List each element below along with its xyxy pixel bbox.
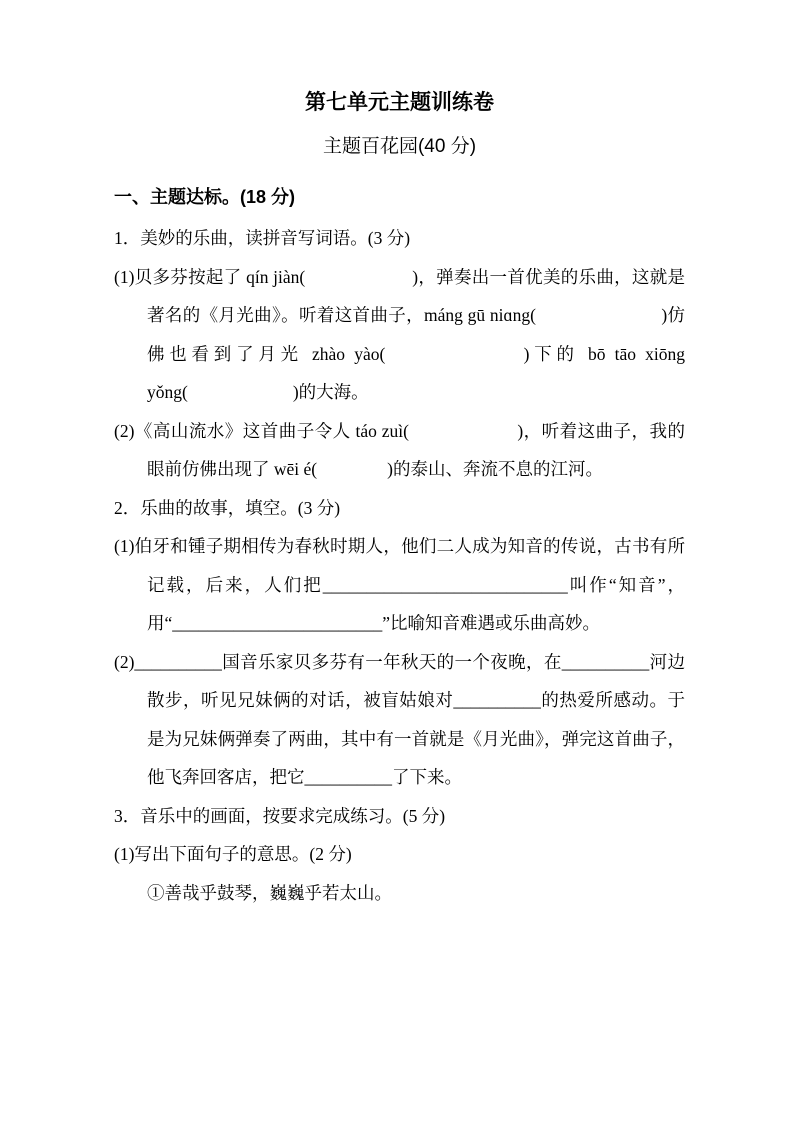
question-1-stem: 1．美妙的乐曲，读拼音写词语。(3 分)	[114, 228, 411, 249]
question-2-item-2: (2)__________国音乐家贝多芬有一年秋天的一个夜晚，在__________河边散步，听见兄妹俩的对话，被盲姑娘对__________的热爱所感动。于是为兄妹俩弹奏了两曲，其中有一首就是《月光曲》，弹完这首曲子，他飞奔回客店，把它__________了下来。	[114, 651, 685, 788]
question-2-item-1: (1)伯牙和锺子期相传为春秋时期人，他们二人成为知音的传说，古书有所记载，后来，人们把____________________________叫作“知音”，用“________________________”比喻知音难遇或乐曲高妙。	[114, 536, 685, 634]
question-1-item-1: (1)贝多芬按起了 qín jiàn( )，弹奏出一首优美的乐曲，这就是著名的《月光曲》。听着这首曲子，máng gū niɑng( )仿佛也看到了月光 zhào yào( )下的 bō tāo xiōng yǒng( )的大海。	[114, 266, 685, 403]
question-3-stem: 3．音乐中的画面，按要求完成练习。(5 分)	[114, 805, 446, 826]
paper-subtitle: 主题百花园(40 分)	[322, 136, 477, 158]
question-2-stem: 2．乐曲的故事，填空。(3 分)	[114, 497, 341, 518]
question-3-item-1: (1)写出下面句子的意思。(2 分)	[114, 844, 352, 865]
question-3-subitem-1: ①善哉乎鼓琴，巍巍乎若太山。	[147, 882, 392, 903]
section-1-heading: 一、主题达标。(18 分)	[114, 186, 296, 207]
question-1-item-2: (2)《高山流水》这首曲子令人 táo zuì( )，听着这曲子，我的眼前仿佛出现了 wēi é( )的泰山、奔流不息的江河。	[114, 420, 685, 480]
paper-title: 第七单元主题训练卷	[305, 91, 494, 114]
